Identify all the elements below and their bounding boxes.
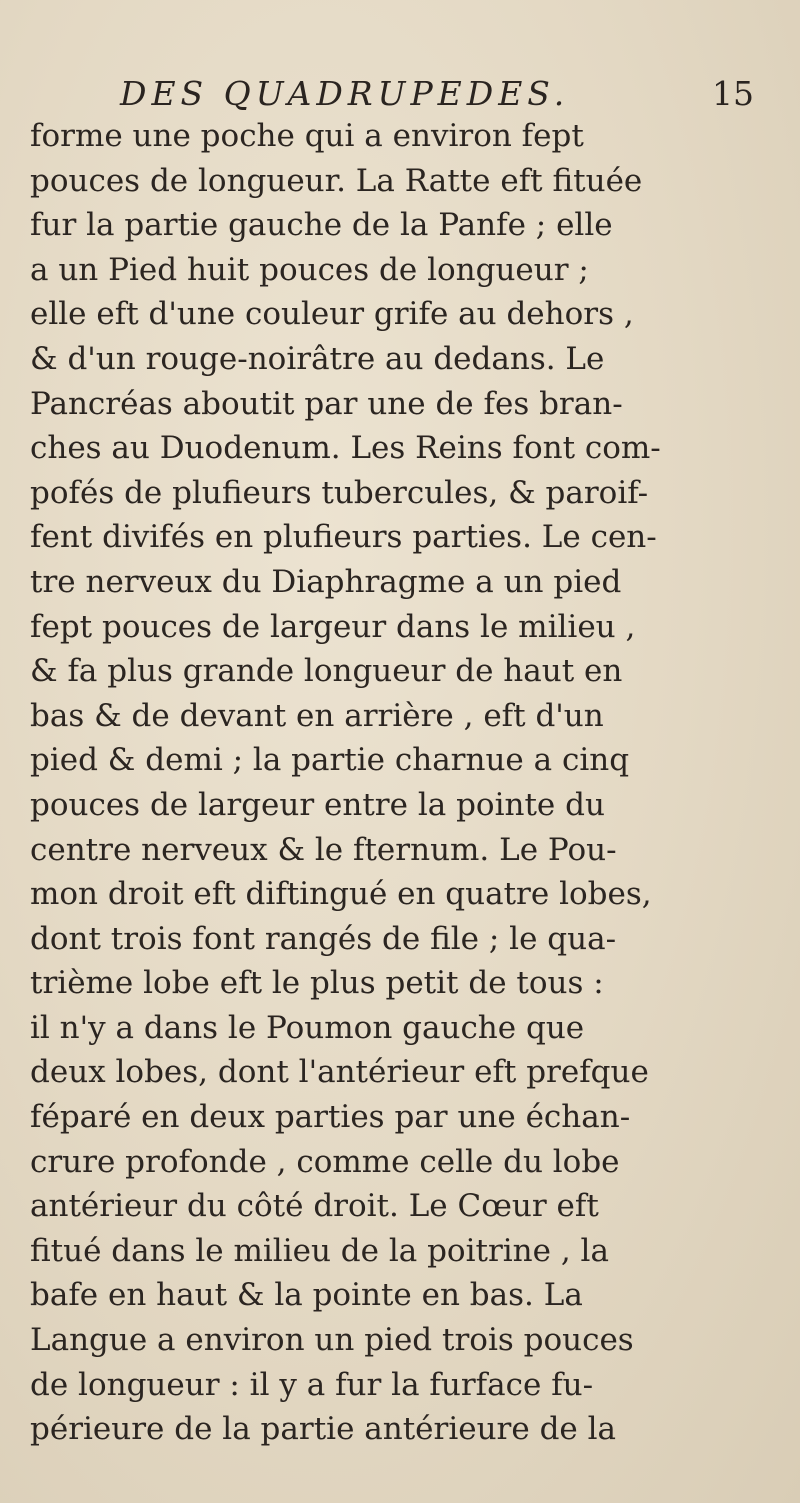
text-line: Langue a environ un pied trois pouces	[30, 1322, 634, 1359]
text-line: féparé en deux parties par une échan-	[30, 1099, 631, 1136]
text-line: ches au Duodenum. Les Reins font com-	[30, 430, 661, 467]
text-line: fept pouces de largeur dans le milieu ,	[30, 608, 636, 645]
text-line: deux lobes, dont l'antérieur eft prefque	[30, 1054, 649, 1091]
text-line: mon droit eft diftingué en quatre lobes,	[30, 876, 652, 913]
text-line: pouces de longueur. La Ratte eft fituée	[30, 162, 643, 199]
body-text	[30, 114, 790, 1452]
text-line: elle eft d'une couleur grife au dehors ,	[30, 296, 634, 333]
text-line: trième lobe eft le plus petit de tous :	[30, 965, 604, 1002]
text-line: antérieur du côté droit. Le Cœur eft	[30, 1188, 599, 1225]
text-line: bas & de devant en arrière , eft d'un	[30, 697, 604, 734]
text-line: fur la partie gauche de la Panfe ; elle	[30, 207, 613, 244]
text-line: de longueur : il y a fur la furface fu-	[30, 1366, 594, 1403]
text-line: périeure de la partie antérieure de la	[30, 1411, 617, 1448]
text-line: bafe en haut & la pointe en bas. La	[30, 1277, 583, 1314]
text-line: fent divifés en plufieurs parties. Le cen-	[30, 519, 657, 556]
text-line: centre nerveux & le fternum. Le Pou-	[30, 831, 617, 868]
text-line: fitué dans le milieu de la poitrine , la	[30, 1232, 609, 1269]
text-line: dont trois font rangés de file ; le qua-	[30, 920, 617, 957]
text-line: crure profonde , comme celle du lobe	[30, 1143, 620, 1180]
page-header	[0, 72, 800, 116]
text-line: pouces de largeur entre la pointe du	[30, 786, 605, 823]
text-line: Pancréas aboutit par une de fes bran-	[30, 385, 623, 422]
text-line: tre nerveux du Diaphragme a un pied	[30, 563, 622, 600]
text-line: il n'y a dans le Poumon gauche que	[30, 1009, 585, 1046]
text-line: pied & demi ; la partie charnue a cinq	[30, 742, 630, 779]
text-line: forme une poche qui a environ fept	[30, 118, 584, 154]
page-number: 15	[712, 74, 754, 113]
text-line: & fa plus grande longueur de haut en	[30, 653, 623, 690]
text-line: pofés de plufieurs tubercules, & paroif-	[30, 474, 649, 511]
text-line: a un Pied huit pouces de longueur ;	[30, 251, 589, 288]
running-title: DES QUADRUPEDES.	[120, 74, 570, 113]
text-line: & d'un rouge-noirâtre au dedans. Le	[30, 340, 605, 377]
